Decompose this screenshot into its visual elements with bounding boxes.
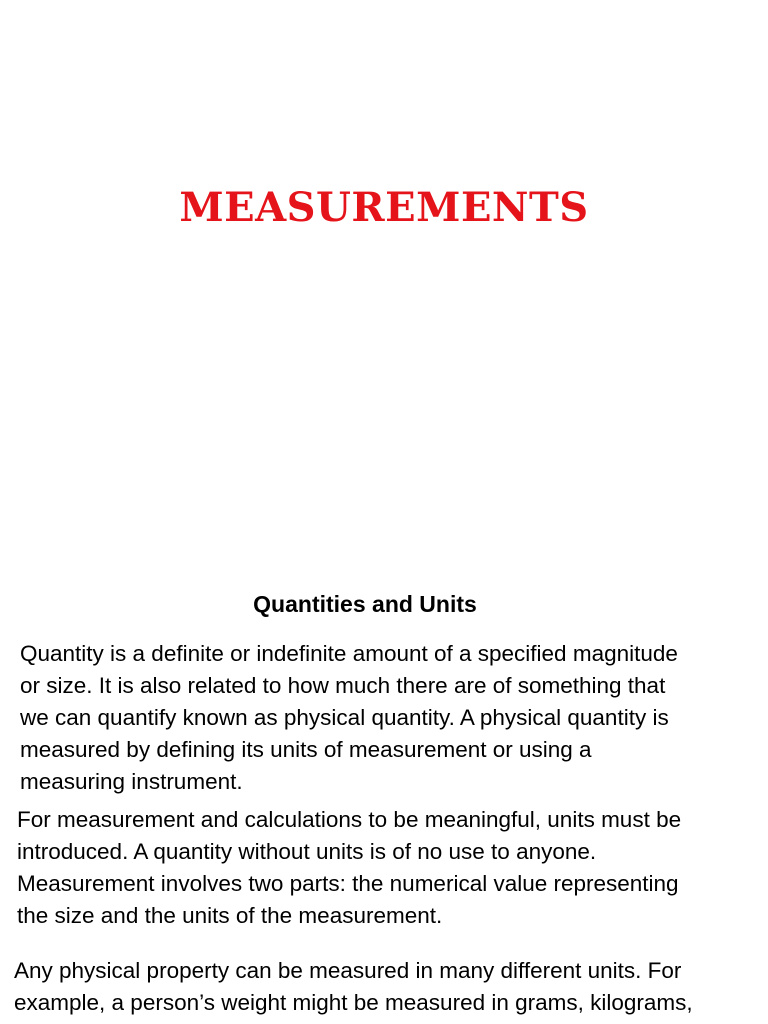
paragraph-units-example: Any physical property can be measured in many different units. For example, a person’s weight might be measured in grams, kilograms,	[14, 958, 693, 1015]
paragraph-quantity-definition: Quantity is a definite or indefinite amount of a specified magnitude or size. It is also related to how much there are of something that we can quantify known as physical quantity. A physical quantity is measured by defining its units of measurement or using a measuring instrument.	[20, 641, 678, 794]
section-heading: Quantities and Units	[253, 591, 477, 617]
slide-title: MEASUREMENTS	[179, 184, 589, 231]
paragraph-units-importance: For measurement and calculations to be meaningful, units must be introduced. A quantity without units is of no use to anyone. Measurement involves two parts: the numerical value representing the size and the units of the measurement.	[17, 807, 682, 928]
